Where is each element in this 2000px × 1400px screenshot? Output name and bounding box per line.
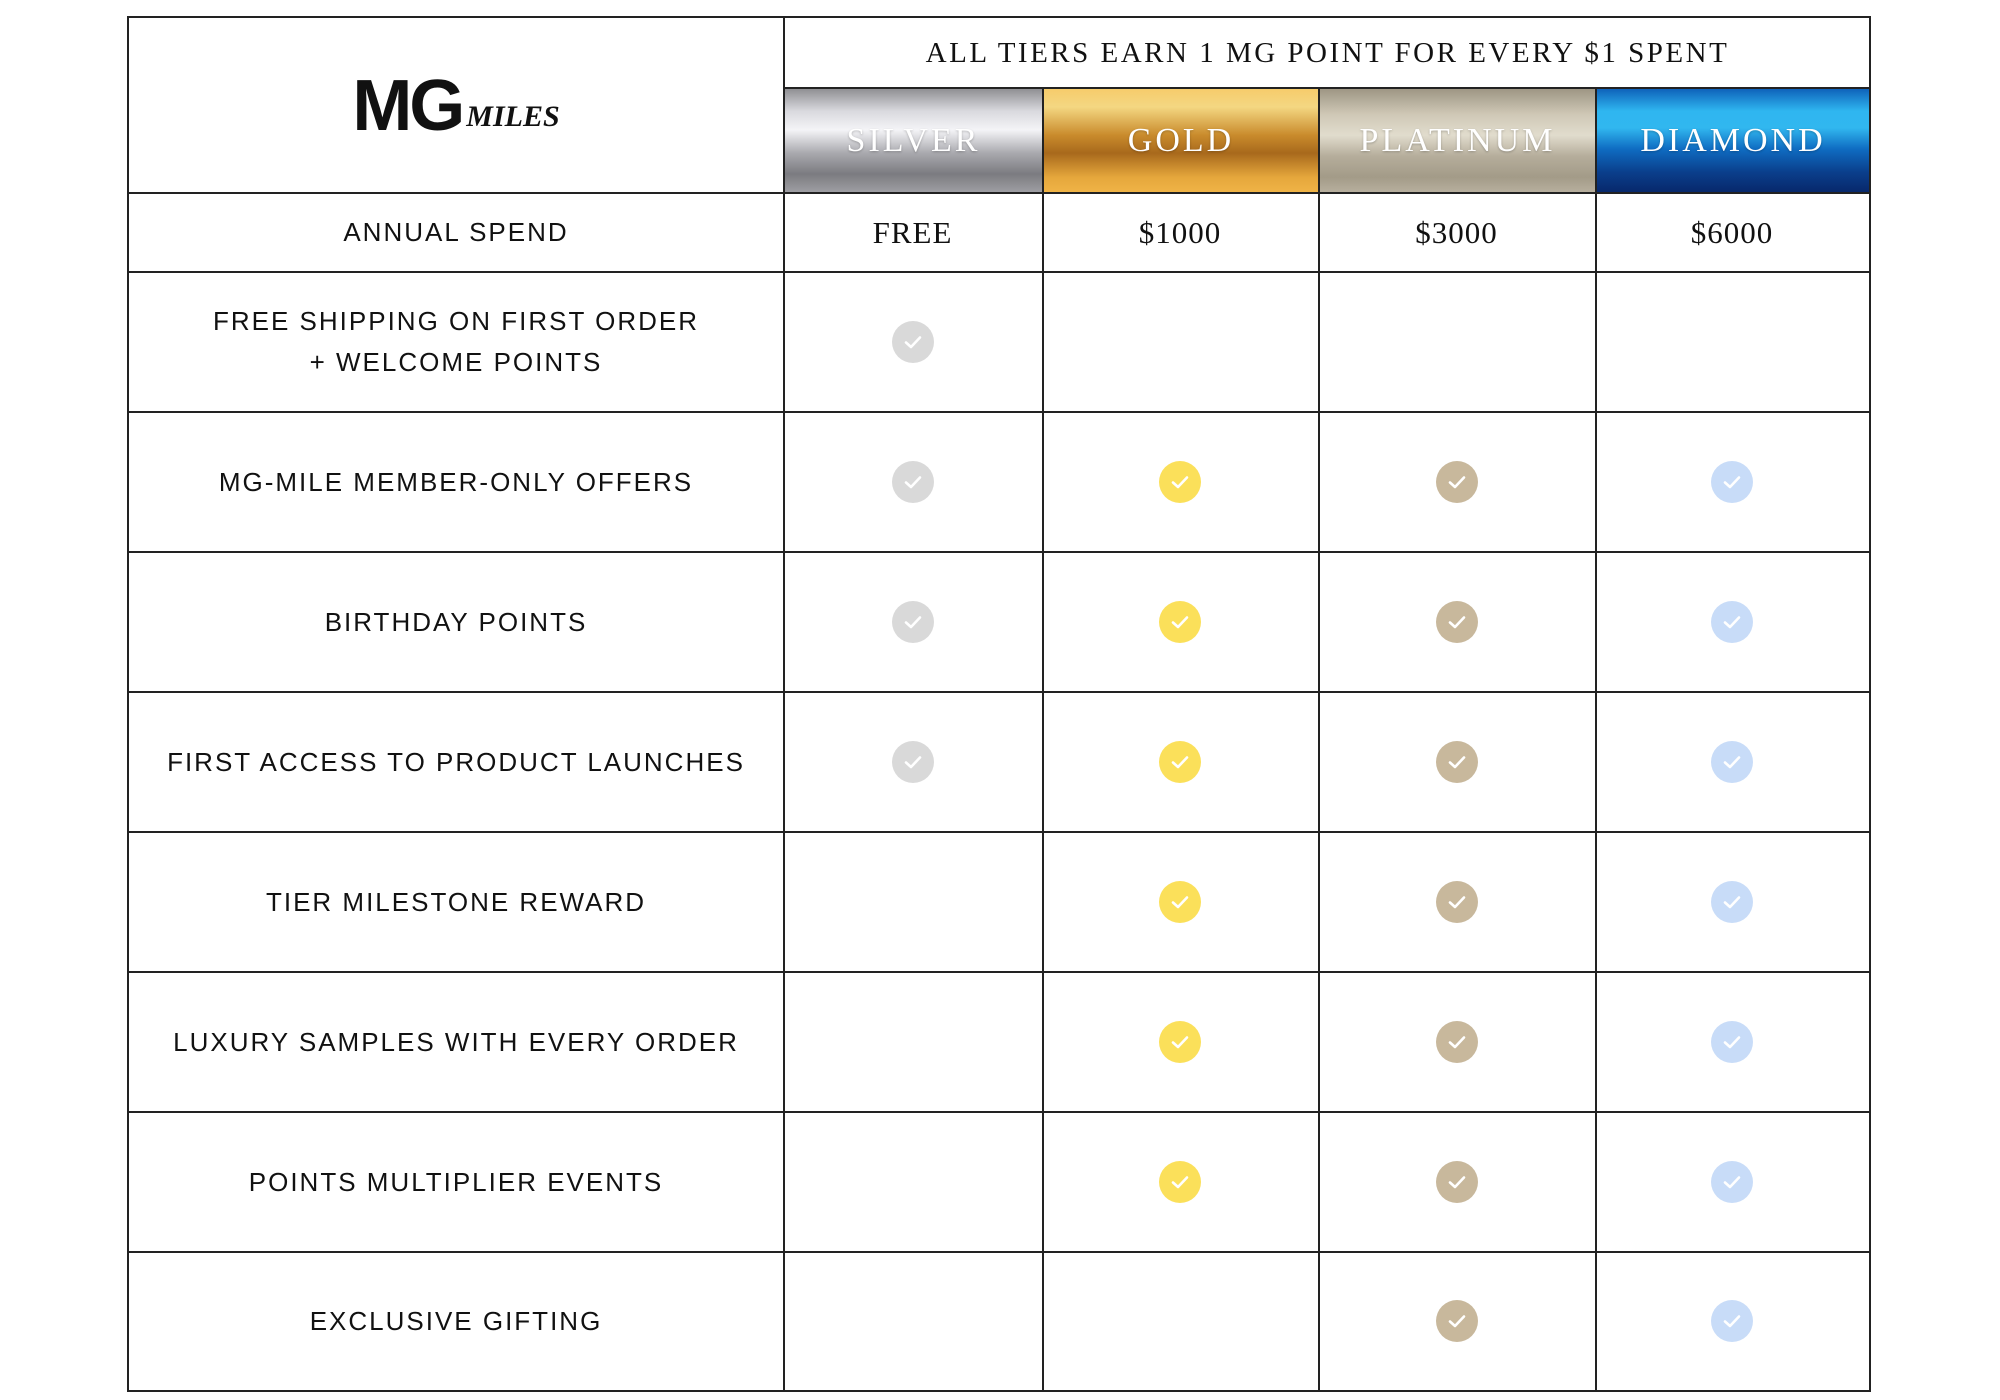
checkmark-circle-icon [1159,1021,1201,1063]
column-divider [783,18,785,1390]
benefit-label [129,692,783,832]
benefit-label-line: LUXURY SAMPLES WITH EVERY ORDER [173,1026,739,1057]
benefit-label-line: TIER MILESTONE REWARD [265,886,647,917]
benefit-label [129,1112,783,1252]
checkmark-circle-icon [892,461,934,503]
checkmark-circle-icon [1159,601,1201,643]
checkmark-circle-icon [1436,1161,1478,1203]
benefit-label-line: EXCLUSIVE GIFTING [309,1305,603,1336]
checkmark-circle-icon [1711,1300,1753,1342]
tier-header-diamond: DIAMOND [1597,88,1869,193]
tier-header-platinum: PLATINUM [1320,88,1595,193]
column-divider [1595,88,1597,1390]
checkmark-circle-icon [892,601,934,643]
benefit-label [129,272,783,412]
benefit-label-line: + WELCOME POINTS [309,347,603,377]
logo-mg-text: MG [352,65,463,146]
checkmark-circle-icon [1436,461,1478,503]
checkmark-circle-icon [1711,461,1753,503]
benefit-label [129,972,783,1112]
checkmark-circle-icon [892,741,934,783]
mg-miles-logo [129,18,783,193]
checkmark-circle-icon [1711,1161,1753,1203]
tier-header-gold: GOLD [1044,88,1318,193]
checkmark-circle-icon [1436,1021,1478,1063]
benefit-label-line: BIRTHDAY POINTS [324,606,588,637]
benefit-label-line: MG-MILE MEMBER-ONLY OFFERS [218,466,694,497]
row-divider [783,87,1869,89]
column-divider [1042,88,1044,1390]
benefit-label-line: POINTS MULTIPLIER EVENTS [248,1166,664,1197]
checkmark-circle-icon [892,321,934,363]
checkmark-circle-icon [1159,461,1201,503]
annual-spend-diamond: $6000 [1690,214,1774,250]
logo-miles-text: MILES [466,99,560,133]
tier-comparison-table [127,16,1871,1392]
earn-rate-banner: ALL TIERS EARN 1 MG POINT FOR EVERY $1 SPENT [925,36,1730,69]
benefit-label [129,412,783,552]
benefit-label [129,1252,783,1390]
checkmark-circle-icon [1711,601,1753,643]
annual-spend-silver: FREE [872,214,953,250]
checkmark-circle-icon [1436,601,1478,643]
row-divider [129,192,1869,194]
checkmark-circle-icon [1159,741,1201,783]
benefit-label [129,552,783,692]
annual-spend-gold: $1000 [1138,214,1222,250]
checkmark-circle-icon [1436,1300,1478,1342]
annual-spend-platinum: $3000 [1415,214,1498,250]
benefit-label-line: FREE SHIPPING ON FIRST ORDER [212,306,699,336]
tier-header-silver: SILVER [785,88,1042,193]
column-divider [1318,88,1320,1390]
benefit-label [129,832,783,972]
checkmark-circle-icon [1436,881,1478,923]
checkmark-circle-icon [1711,881,1753,923]
checkmark-circle-icon [1711,741,1753,783]
checkmark-circle-icon [1159,881,1201,923]
checkmark-circle-icon [1711,1021,1753,1063]
checkmark-circle-icon [1159,1161,1201,1203]
benefit-label-line: FIRST ACCESS TO PRODUCT LAUNCHES [167,746,745,777]
checkmark-circle-icon [1436,741,1478,783]
annual-spend-label: ANNUAL SPEND [343,217,569,247]
